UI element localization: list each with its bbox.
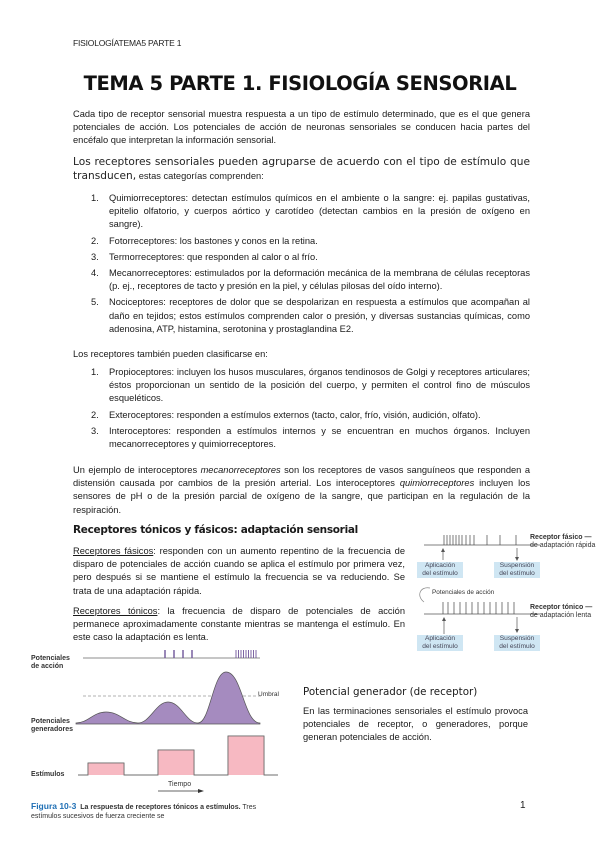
- example-paragraph: Un ejemplo de interoceptores mecanorreceptores son los receptores de vasos sanguíneos que responden a distensión causada por cambios de la presión arterial. Los interoceptores quimiorreceptores incluyen los sensores de pH o de la presión parcial de oxígeno de la sangre, que participan en la regulación de la respiración.: [73, 465, 530, 515]
- apply-stimulus-box-1: Aplicación del estímulo: [417, 562, 463, 578]
- list-item: 2. Fotorreceptores: los bastones y conos en la retina.: [91, 235, 318, 246]
- page-title: TEMA 5 PARTE 1. FISIOLOGÍA SENSORIAL: [83, 72, 517, 95]
- list-item: 2. Exteroceptores: responden a estímulos externos (tacto, calor, frío, visión, audición, olfato).: [91, 409, 481, 420]
- tonic-label-2: de adaptación lenta: [530, 612, 592, 619]
- stimulus-types-list: [73, 192, 530, 339]
- gen-axis-label: Potenciales generadores: [31, 718, 74, 733]
- threshold-label: Umbral: [258, 691, 279, 698]
- ap-label: Potenciales de acción: [432, 589, 495, 596]
- section-heading-adaptation: Receptores tónicos y fásicos: adaptación sensorial: [73, 524, 358, 536]
- list-item: 4. Mecanorreceptores: estimulados por la deformación mecánica de la membrana de células receptoras (p. ej., receptores de tacto y presión en la piel, y células pilosas del oído interno).: [91, 268, 530, 292]
- tonic-term: Receptores tónicos: [73, 606, 158, 616]
- phasic-label-2: de adaptación rápida: [530, 542, 596, 549]
- location-types-list: [73, 366, 530, 454]
- phasic-term: Receptores fásicos: [73, 546, 154, 556]
- groups-intro-lead: Los receptores sensoriales pueden agruparse de acuerdo con el tipo de estímulo que transducen,: [73, 156, 530, 182]
- running-header: FISIOLOGÍATEMA5 PARTE 1: [73, 38, 182, 48]
- intro-paragraph: Cada tipo de receptor sensorial muestra respuesta a un tipo de estímulo determinado, que es el que genera potenciales de acción. Los potenciales de acción de neuronas sensoriales se conducen hacia partes del encéfalo que interpretan la información sensorial.: [73, 109, 530, 146]
- list-item: 1. Propioceptores: incluyen los husos musculares, órganos tendinosos de Golgi y receptores articulares; éstos proporcionan un sentido de la posición del cuerpo, y permiten el control fino de músculos esqueléticos.: [91, 367, 530, 404]
- ap-axis-label: Potenciales de acción: [31, 655, 70, 670]
- page-number: 1: [520, 800, 526, 811]
- groups-intro: [73, 155, 530, 183]
- tonic-paragraph: Receptores tónicos: la frecuencia de disparo de potenciales de acción permanece aproximadamente constante mientras se mantenga el estímulo. En este caso la adaptación es lenta.: [73, 606, 405, 643]
- remove-stimulus-box-1: Suspensión del estímulo: [494, 562, 540, 578]
- term-mecanorreceptores: mecanorreceptores: [200, 465, 281, 475]
- figure-caption: Figura 10-3 La respuesta de receptores tónicos a estímulos. Tres estímulos sucesivos de fuerza creciente se: [31, 801, 257, 820]
- tonic-label-1: Receptor tónico —: [530, 604, 593, 611]
- generator-potential-figure: [28, 650, 288, 830]
- time-label: Tiempo: [168, 781, 192, 788]
- stimulus-axis-label: Estímulos: [31, 771, 65, 778]
- list-item: 5. Nociceptores: receptores de dolor que se despolarizan en respuesta a estímulos que acompañan al daño en tejidos; estos estímulos comprenden calor o presión, y diversas sustancias químicas, como adenosina, ATP, histamina, serotonina y prostaglandina E2.: [91, 297, 530, 334]
- receptor-adaptation-figure: [410, 522, 600, 662]
- also-classify: Los receptores también pueden clasificarse en:: [73, 349, 268, 359]
- term-quimiorreceptores: quimiorreceptores: [399, 478, 475, 489]
- list-item: 1. Quimiorreceptores: detectan estímulos químicos en el ambiente o la sangre: ej. papilas gustativas, epitelio olfatorio, y cuerpos aórtico y carotídeo (detectan cambios en la presión de oxígeno en sangre).: [91, 193, 530, 230]
- list-item: 3. Interoceptores: responden a estímulos internos y se encuentran en muchos órganos. Incluyen mecanorreceptores y quimiorreceptores.: [91, 425, 530, 450]
- generator-paragraph: En las terminaciones sensoriales el estímulo provoca potenciales de receptor, o generadores, porque generan potenciales de acción.: [303, 706, 528, 743]
- remove-stimulus-box-2: Suspensión del estímulo: [494, 635, 540, 651]
- list-item: 3. Termorreceptores: que responden al calor o al frío.: [91, 251, 318, 262]
- apply-stimulus-box-2: Aplicación del estímulo: [417, 635, 463, 651]
- groups-intro-tail: estas categorías comprenden:: [136, 171, 264, 181]
- figure-number: Figura 10-3: [31, 801, 77, 811]
- phasic-label-1: Receptor fásico —: [530, 534, 592, 541]
- generator-heading: Potencial generador (de receptor): [303, 686, 478, 698]
- phasic-paragraph: Receptores fásicos: responden con un aumento repentino de la frecuencia de disparo de potenciales de acción cuando se aplica el estímulo por primera vez, pero después si se mantiene el estímulo la frecuencia se va reduciendo. Se trata de una adaptación rápida.: [73, 546, 406, 596]
